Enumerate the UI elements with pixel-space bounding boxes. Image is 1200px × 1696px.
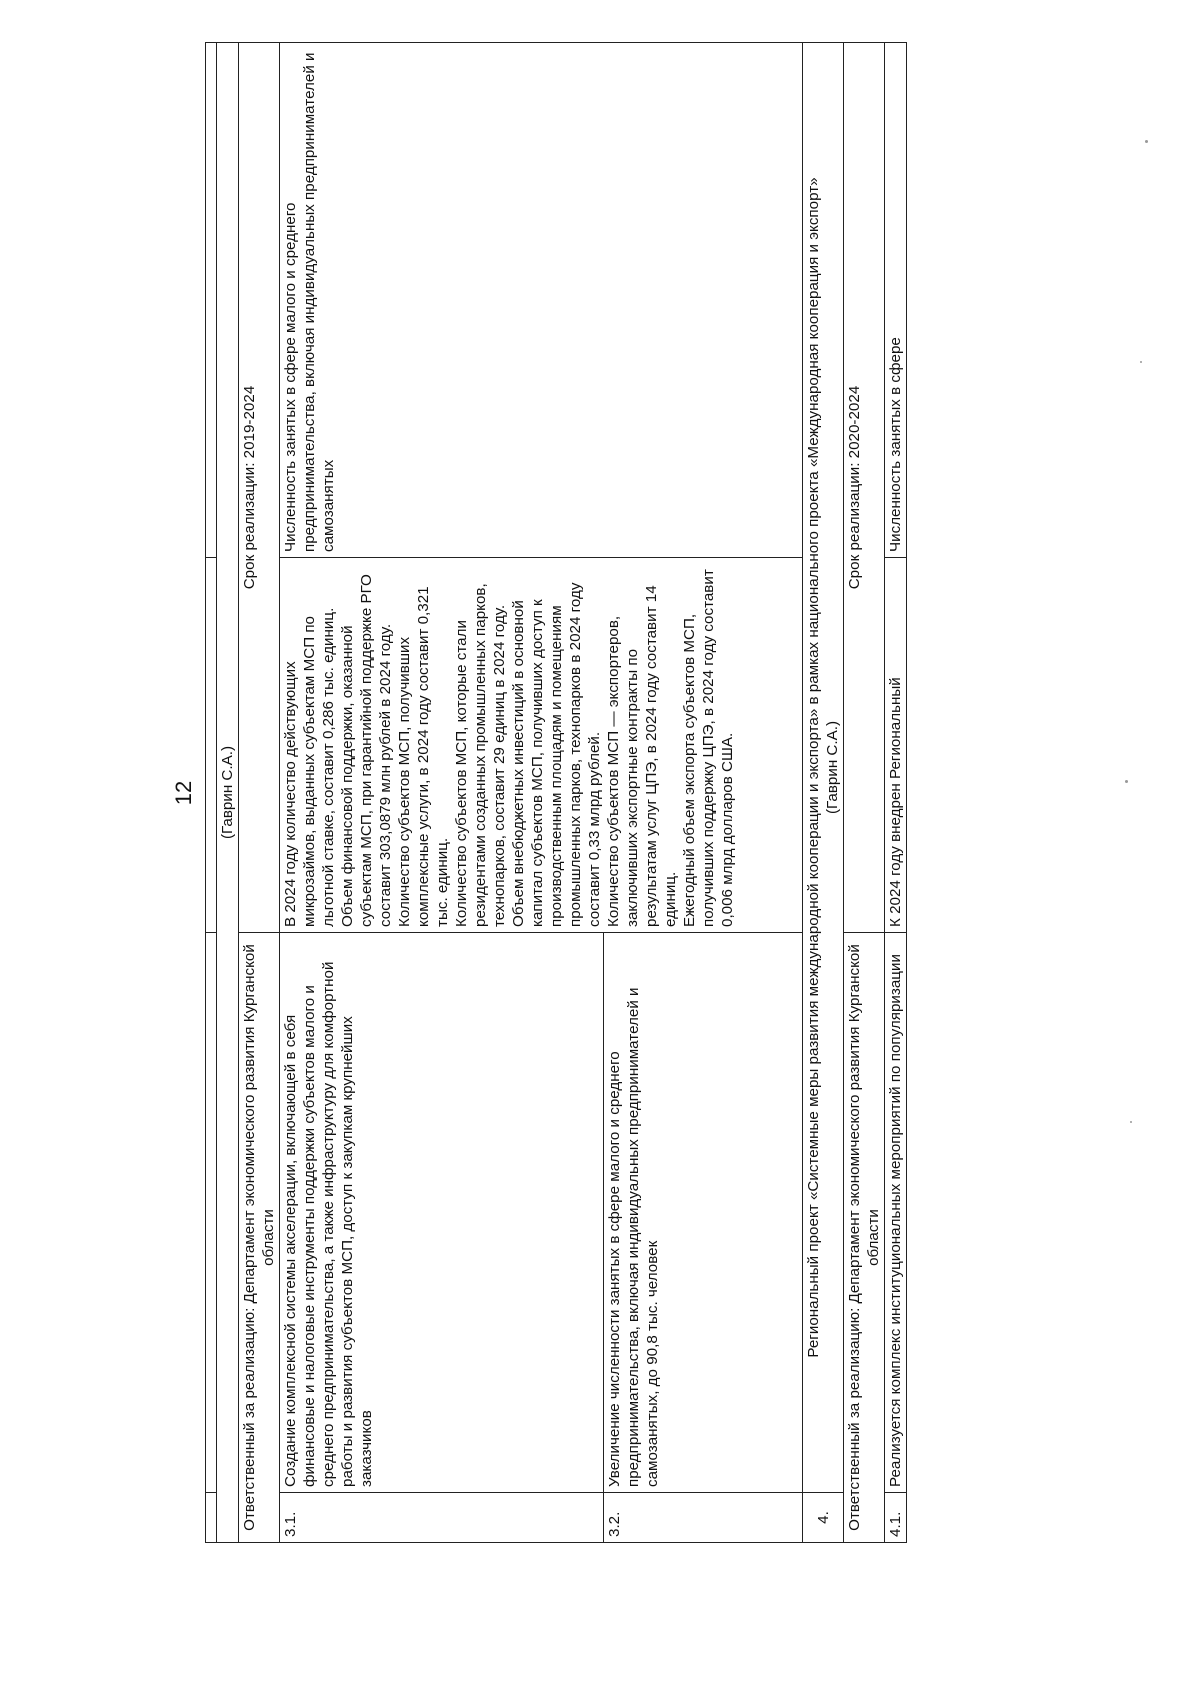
section4-title-row xyxy=(803,43,844,1543)
rotated-document-page xyxy=(155,43,1155,1543)
result-text: Количество субъектов МСП, которые стали резидентами созданных промышленных парков, технопарков, составит 29 единиц в 2024 году. xyxy=(453,583,508,927)
row-number: 3.1. xyxy=(280,1493,604,1543)
result-text: Количество субъектов МСП — экспортеров, заключивших экспортные контракты по результатам услуг ЦПЭ, в 2024 году составит 14 единиц. xyxy=(605,585,679,927)
table-row-4-1 xyxy=(885,43,907,1543)
result-text: Объем внебюджетных инвестиций в основной капитал субъектов МСП, получивших доступ к производственным площадям и помещениям промышленных парков, технопарков в 2024 году составит 0,33 млрд рублей. xyxy=(510,582,603,927)
top-responsible: (Гаврин С.А.) xyxy=(217,43,239,1543)
row-task: Увеличение численности занятых в сфере малого и среднего предпринимательства, включая индивидуальных предпринимателей и самозанятых, до 90,8 тыс. человек xyxy=(604,933,803,1493)
row-indicator: Численность занятых в сфере малого и среднего предпринимательства, включая индивидуальных предпринимателей и самозанятых xyxy=(280,43,803,558)
program-table xyxy=(205,42,907,1543)
scan-speck xyxy=(1130,1121,1132,1123)
section3-term: Срок реализации: 2019-2024 xyxy=(239,43,280,933)
table-top-row xyxy=(206,43,217,1543)
row-results xyxy=(280,558,803,933)
section4-term: Срок реализации: 2020-2024 xyxy=(844,43,885,933)
section4-header-row xyxy=(844,43,885,1543)
row-number: 4.1. xyxy=(885,1493,907,1543)
table-row-3-1 xyxy=(280,43,604,1543)
row-task: Создание комплексной системы акселерации, включающей в себя финансовые и налоговые инструменты поддержки субъектов малого и среднего предпринимательства, а также инфраструктуру для комфортной работы и развития субъектов МСП, доступ к закупкам крупнейших заказчиков xyxy=(280,933,604,1493)
scan-speck xyxy=(1140,361,1142,363)
row-results: К 2024 году внедрен Региональный xyxy=(885,558,907,933)
row-indicator: Численность занятых в сфере xyxy=(885,43,907,558)
section4-responsible: Ответственный за реализацию: Департамент экономического развития Курганской области xyxy=(844,933,885,1543)
result-text: Ежегодный объем экспорта субъектов МСП, получивших поддержку ЦПЭ, в 2024 году составит 0,006 млрд долларов США. xyxy=(681,569,736,927)
result-text: Количество субъектов МСП, получивших комплексные услуги, в 2024 году составит 0,321 тыс. единиц. xyxy=(396,586,451,927)
section3-header-row xyxy=(239,43,280,1543)
scan-speck xyxy=(1145,140,1148,143)
section4-number: 4. xyxy=(803,1493,844,1543)
result-text: В 2024 году количество действующих микрозаймов, выданных субъектам МСП по льготной ставке, составит 0,286 тыс. единиц. xyxy=(282,607,337,927)
section4-title-responsible: (Гаврин С.А.) xyxy=(824,720,841,815)
section4-title-cell xyxy=(803,43,844,1493)
row-task: Реализуется комплекс институциональных мероприятий по популяризации xyxy=(885,933,907,1493)
page-number: 12 xyxy=(171,780,196,806)
result-text: Объем финансовой поддержки, оказанной субъектам МСП, при гарантийной поддержке РГО составит 303,0879 млн рублей в 2024 году. xyxy=(339,574,394,927)
row-number: 3.2. xyxy=(604,1493,803,1543)
section4-title: Региональный проект «Системные меры развития международной кооперации и экспорта» в рамках национального проекта «Международная кооперация и экспорт» xyxy=(805,177,822,1358)
table-top-responsible-row xyxy=(217,43,239,1543)
section3-responsible: Ответственный за реализацию: Департамент экономического развития Курганской области xyxy=(239,933,280,1543)
scan-speck xyxy=(1125,780,1128,783)
